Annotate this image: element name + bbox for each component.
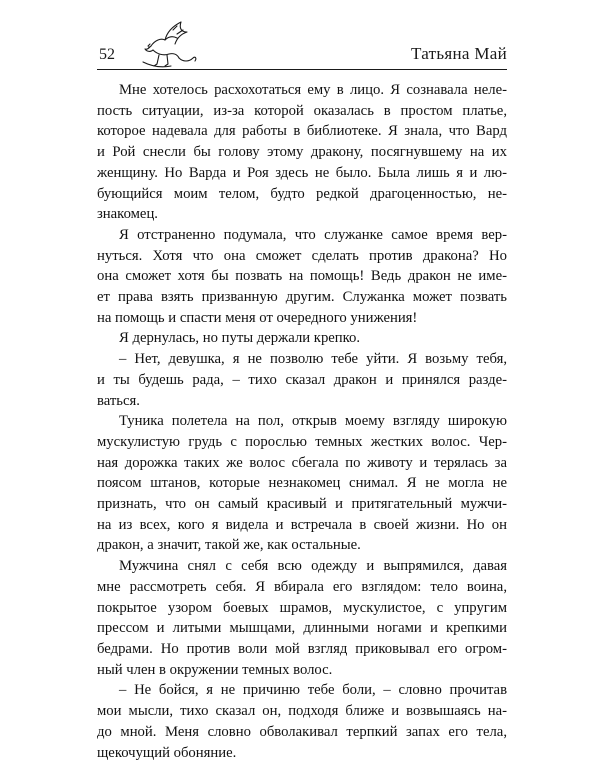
text-line: Мужчина снял с себя всю одежду и выпрямился, давая (97, 556, 507, 577)
text-line: Мне хотелось расхохотаться ему в лицо. Я сознавала неле- (97, 80, 507, 101)
text-line: бедрами. Но против воли мой взгляд приковывал его огром- (97, 639, 507, 660)
text-line: Туника полетела на пол, открыв моему взгляду широкую (97, 411, 507, 432)
text-line: ет права взять призванную другим. Служанка может позвать (97, 287, 507, 308)
text-line: которое надевала для работы в библиотеке. Я знала, что Вард (97, 121, 507, 142)
running-title: Татьяна Май (411, 44, 507, 64)
text-line: признать, что он самый красивый и притягательный мужчи- (97, 494, 507, 515)
text-line: нуться. Хотя что она сможет сделать против дракона? Но (97, 246, 507, 267)
text-line: прессом и литыми мышцами, длинными ногами и крепкими (97, 618, 507, 639)
text-line: поясом штанов, которые незнакомец снимал. Я не могла не (97, 473, 507, 494)
page-number: 52 (99, 46, 115, 64)
header-rule (97, 69, 507, 70)
text-line: мускулистую грудь с порослью темных жестких волос. Чер- (97, 432, 507, 453)
text-line: мои мысли, тихо сказал он, подходя ближе и возвышаясь на- (97, 701, 507, 722)
page-header (97, 38, 507, 76)
body-text (97, 80, 507, 763)
text-line: пость ситуации, из-за которой оказалась в простом платье, (97, 101, 507, 122)
text-line: щекочущий обоняние. (97, 743, 507, 763)
text-line: и Рой снесли бы голову этому дракону, посягнувшему на их (97, 142, 507, 163)
text-line: бующийся моим телом, будто редкой драгоценностью, не- (97, 184, 507, 205)
dragon-ornament-icon (137, 18, 201, 76)
text-line: покрытое узором боевых шрамов, мускулистое, с упругим (97, 598, 507, 619)
text-line: женщину. Но Варда и Роя здесь не было. Была лишь я и лю- (97, 163, 507, 184)
text-line: ный член в окружении темных волос. (97, 660, 507, 681)
text-line: ваться. (97, 391, 507, 412)
text-line: – Нет, девушка, я не позволю тебе уйти. Я возьму тебя, (97, 349, 507, 370)
text-line: и ты будешь рада, – тихо сказал дракон и принялся разде- (97, 370, 507, 391)
text-line: она сможет хотя бы позвать на помощь! Ведь дракон не име- (97, 266, 507, 287)
text-line: ная дорожка таких же волос сбегала по животу и терялась за (97, 453, 507, 474)
text-line: Я дернулась, но путы держали крепко. (97, 328, 507, 349)
text-line: Я отстраненно подумала, что служанке самое время вер- (97, 225, 507, 246)
text-line: на помощь и спасти меня от очередного унижения! (97, 308, 507, 329)
text-line: – Не бойся, я не причиню тебе боли, – словно прочитав (97, 680, 507, 701)
text-line: знакомец. (97, 204, 507, 225)
text-line: дракон, а значит, такой же, как остальные. (97, 535, 507, 556)
text-line: до мной. Меня словно обволакивал терпкий запах его тела, (97, 722, 507, 743)
text-line: мне рассмотреть себя. Я вбирала его взглядом: тело воина, (97, 577, 507, 598)
text-line: на из всех, кого я видела и встречала в своей жизни. Но он (97, 515, 507, 536)
